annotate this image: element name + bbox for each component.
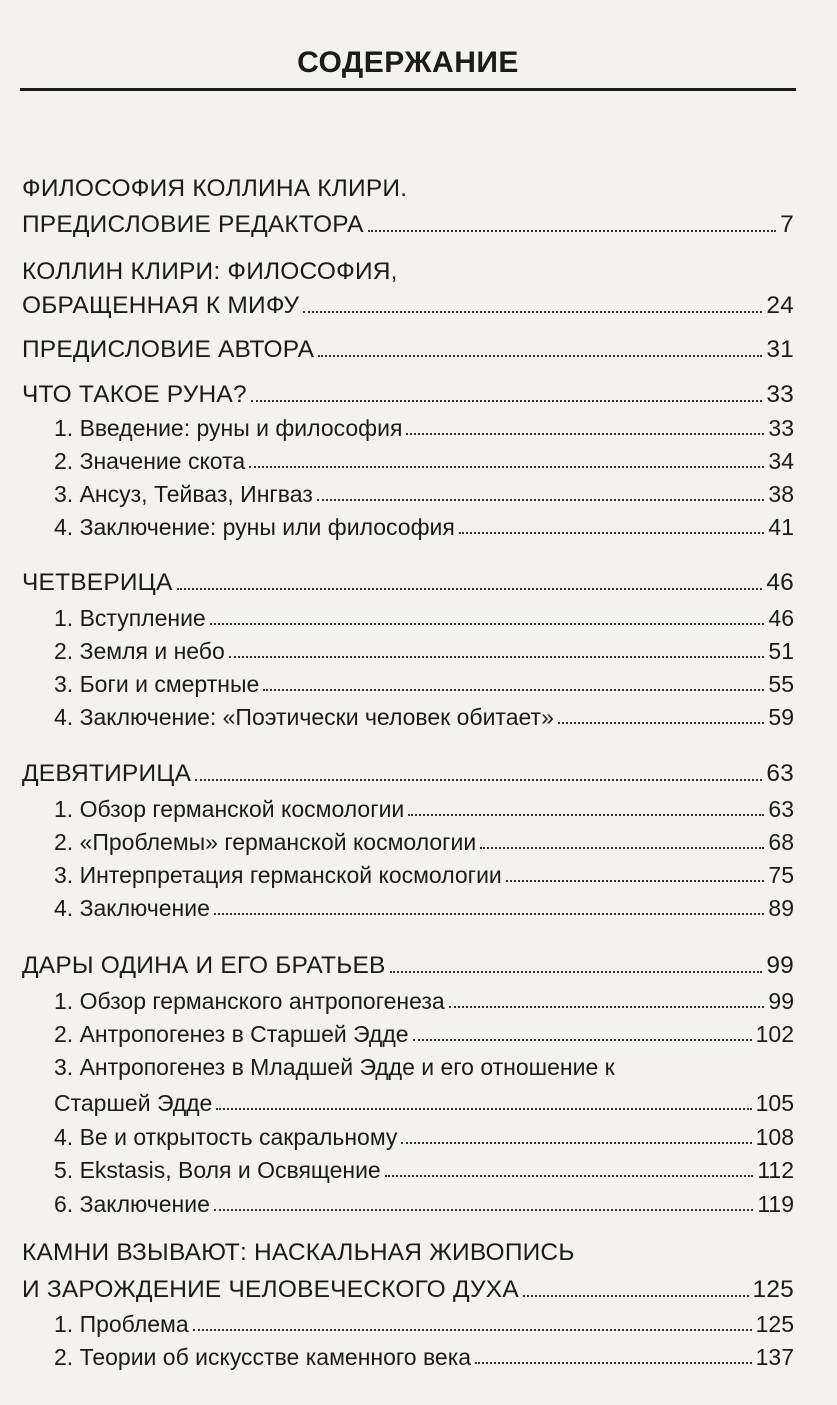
toc-entry-title: 3. Боги и смертные xyxy=(54,671,260,697)
toc-entry-title: ОБРАЩЕННАЯ К МИФУ xyxy=(22,292,300,319)
toc-entry[interactable] xyxy=(22,333,794,365)
dot-leader xyxy=(408,814,764,816)
toc-entry-title: 4. Ве и открытость сакральному xyxy=(54,1124,398,1150)
toc-entry-title: ЧЕТВЕРИЦА xyxy=(22,569,173,596)
toc-subentry[interactable] xyxy=(54,858,794,890)
toc-subentry[interactable] xyxy=(54,444,794,476)
toc-entry[interactable] xyxy=(22,378,794,410)
dot-leader xyxy=(480,847,764,849)
toc-entry-title: 1. Проблема xyxy=(54,1311,189,1337)
toc-entry-title: 4. Заключение xyxy=(54,895,210,921)
toc-entry-page: 125 xyxy=(752,1276,794,1303)
toc-entry-title: 5. Ekstasis, Воля и Освящение xyxy=(54,1157,381,1183)
toc-entry-page: 55 xyxy=(768,671,794,697)
dot-leader xyxy=(216,1108,751,1110)
toc-entry-title: 3. Интерпретация германской космологии xyxy=(54,862,502,888)
toc-subentry[interactable] xyxy=(54,634,794,666)
toc-entry-title: 2. Антропогенез в Старшей Эдде xyxy=(54,1021,409,1047)
toc-entry-page: 41 xyxy=(768,514,794,540)
toc-entry-title: 4. Заключение: «Поэтически человек обитает» xyxy=(54,704,554,730)
toc-subentry[interactable] xyxy=(54,1340,794,1372)
dot-leader xyxy=(214,1209,753,1211)
toc-entry-title: ДЕВЯТИРИЦА xyxy=(22,760,192,787)
toc-entry-page: 105 xyxy=(755,1090,794,1116)
toc-entry[interactable] xyxy=(22,949,794,981)
toc-entry-title: И ЗАРОЖДЕНИЕ ЧЕЛОВЕЧЕСКОГО ДУХА xyxy=(22,1276,519,1303)
toc-entry-page: 33 xyxy=(768,415,794,441)
toc-heading: СОДЕРЖАНИЕ xyxy=(297,46,519,79)
heading-rule xyxy=(20,88,796,91)
dot-leader xyxy=(263,689,764,691)
toc-entry-page: 102 xyxy=(755,1021,794,1047)
toc-entry[interactable] xyxy=(22,208,794,240)
dot-leader xyxy=(401,1142,751,1144)
toc-entry-page: 99 xyxy=(768,988,794,1014)
toc-entry-page: 31 xyxy=(766,336,794,363)
toc-entry-title: 1. Вступление xyxy=(54,605,206,631)
toc-entry-title: 3. Ансуз, Тейваз, Ингваз xyxy=(54,481,313,507)
toc-entry-title-line1: КАМНИ ВЗЫВАЮТ: НАСКАЛЬНАЯ ЖИВОПИСЬ xyxy=(22,1239,575,1266)
toc-subentry[interactable] xyxy=(54,601,794,633)
toc-subentry[interactable] xyxy=(54,1307,794,1339)
dot-leader xyxy=(195,779,762,781)
toc-subentry[interactable] xyxy=(54,984,794,1016)
toc-entry-page: 137 xyxy=(755,1344,794,1370)
toc-entry-title: 6. Заключение xyxy=(54,1191,210,1217)
dot-leader xyxy=(229,656,765,658)
toc-entry-title: 1. Обзор германского антропогенеза xyxy=(54,988,445,1014)
toc-entry-page: 24 xyxy=(766,292,794,319)
dot-leader xyxy=(506,880,765,882)
toc-entry-title-line1: КОЛЛИН КЛИРИ: ФИЛОСОФИЯ, xyxy=(22,258,398,285)
toc-subentry[interactable] xyxy=(54,700,794,732)
toc-entry-page: 99 xyxy=(766,952,794,979)
toc-subentry[interactable] xyxy=(54,792,794,824)
toc-entry-title: Старшей Эдде xyxy=(54,1090,213,1116)
toc-entry[interactable] xyxy=(22,757,794,789)
toc-subentry[interactable] xyxy=(54,411,794,443)
toc-subentry[interactable] xyxy=(54,1153,794,1185)
toc-entry-page: 38 xyxy=(768,481,794,507)
dot-leader xyxy=(390,971,763,973)
toc-entry-page: 89 xyxy=(768,895,794,921)
toc-entry-page: 125 xyxy=(755,1311,794,1337)
toc-subentry[interactable] xyxy=(54,1120,794,1152)
dot-leader xyxy=(193,1329,752,1331)
toc-entry-page: 46 xyxy=(766,569,794,596)
toc-entry-title: 4. Заключение: руны или философия xyxy=(54,514,455,540)
toc-entry-title: ДАРЫ ОДИНА И ЕГО БРАТЬЕВ xyxy=(22,952,386,979)
toc-subentry[interactable] xyxy=(54,510,794,542)
toc-entry-title: ЧТО ТАКОЕ РУНА? xyxy=(22,381,247,408)
toc-entry-title: 2. Земля и небо xyxy=(54,638,225,664)
dot-leader xyxy=(558,722,765,724)
toc-entry-page: 34 xyxy=(768,448,794,474)
toc-entry-page: 108 xyxy=(755,1124,794,1150)
toc-entry-page: 63 xyxy=(768,796,794,822)
dot-leader xyxy=(459,532,765,534)
toc-subentry[interactable] xyxy=(54,667,794,699)
dot-leader xyxy=(368,230,777,232)
toc-subentry[interactable] xyxy=(54,1187,794,1219)
toc-entry-title: ПРЕДИСЛОВИЕ РЕДАКТОРА xyxy=(22,211,364,238)
dot-leader xyxy=(318,355,762,357)
dot-leader xyxy=(210,623,765,625)
dot-leader xyxy=(317,499,765,501)
toc-subentry[interactable] xyxy=(54,477,794,509)
toc-subentry[interactable] xyxy=(54,1017,794,1049)
toc-subentry[interactable] xyxy=(54,891,794,923)
dot-leader xyxy=(214,913,765,915)
dot-leader xyxy=(523,1295,749,1297)
dot-leader xyxy=(385,1175,754,1177)
dot-leader xyxy=(406,433,764,435)
toc-entry-page: 33 xyxy=(766,381,794,408)
toc-entry-title: 1. Введение: руны и философия xyxy=(54,415,403,441)
toc-entry-title-line1: ФИЛОСОФИЯ КОЛЛИНА КЛИРИ. xyxy=(22,175,408,202)
toc-entry-page: 63 xyxy=(766,760,794,787)
toc-entry-page: 59 xyxy=(768,704,794,730)
toc-entry[interactable] xyxy=(22,566,794,598)
toc-entry-page: 51 xyxy=(768,638,794,664)
toc-entry-page: 75 xyxy=(768,862,794,888)
dot-leader xyxy=(303,311,762,313)
toc-subentry[interactable] xyxy=(54,825,794,857)
toc-entry-title: 2. Теории об искусстве каменного века xyxy=(54,1344,472,1370)
dot-leader xyxy=(177,588,763,590)
toc-entry-page: 7 xyxy=(780,211,794,238)
toc-entry-title: ПРЕДИСЛОВИЕ АВТОРА xyxy=(22,336,315,363)
toc-entry-page: 119 xyxy=(757,1191,794,1217)
toc-entry-title: 1. Обзор германской космологии xyxy=(54,796,405,822)
toc-subentry-title-line1: 3. Антропогенез в Младшей Эдде и его отношение к xyxy=(54,1054,615,1080)
toc-entry-title: 2. «Проблемы» германской космологии xyxy=(54,829,477,855)
toc-entry[interactable] xyxy=(22,289,794,321)
toc-entry-page: 112 xyxy=(757,1157,794,1183)
toc-entry-title: 2. Значение скота xyxy=(54,448,246,474)
toc-entry-page: 68 xyxy=(768,829,794,855)
toc-subentry[interactable] xyxy=(54,1086,794,1118)
dot-leader xyxy=(475,1362,752,1364)
dot-leader xyxy=(413,1039,752,1041)
dot-leader xyxy=(249,466,764,468)
dot-leader xyxy=(251,400,763,402)
toc-entry[interactable] xyxy=(22,1273,794,1305)
toc-entry-page: 46 xyxy=(768,605,794,631)
dot-leader xyxy=(449,1006,765,1008)
